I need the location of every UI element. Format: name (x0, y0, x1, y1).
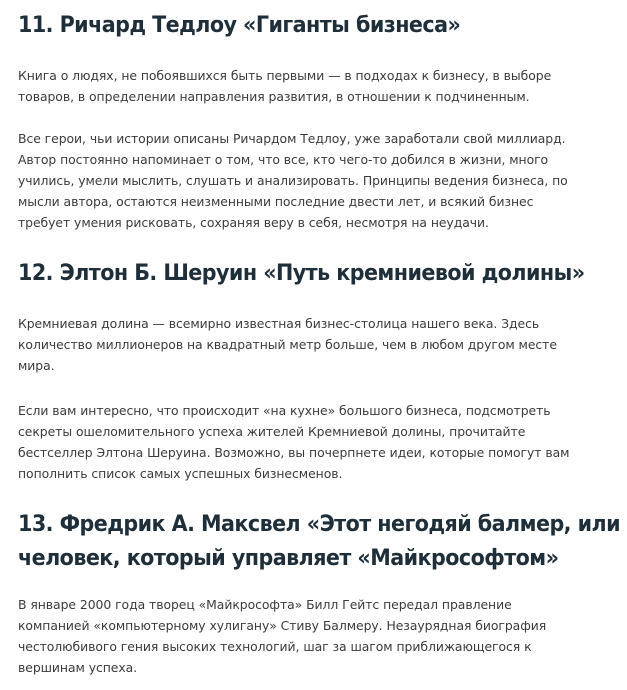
text-line: требует умения рисковать, сохраняя веру в себя, несмотря на неудачи. (18, 215, 489, 230)
section-12-paragraph-1 (18, 313, 618, 376)
section-11-paragraph-2 (18, 128, 618, 233)
text-line: пополнить список самых успешных бизнесменов. (18, 466, 343, 481)
text-line: В январе 2000 года творец «Майкрософта» Билл Гейтс передал правление (18, 597, 512, 612)
text-line: Все герои, чьи истории описаны Ричардом Тедлоу, уже заработали свой миллиард. (18, 131, 566, 146)
text-line: Книга о людях, не побоявшихся быть первыми — в подходах к бизнесу, в выборе (18, 68, 552, 83)
text-line: учились, умели мыслить, слушать и анализировать. Принципы ведения бизнеса, по (18, 173, 568, 188)
text-line: секреты ошеломительного успеха жителей Кремниевой долины, прочитайте (18, 424, 526, 439)
section-12-paragraph-2 (18, 400, 618, 484)
text-line: Автор постоянно напоминает о том, что все, кто чего-то добился в жизни, много (18, 152, 549, 167)
text-line: вершинам успеха. (18, 660, 138, 675)
heading-line: 13. Фредрик А. Максвел «Этот негодяй балмер, или (18, 512, 621, 537)
text-line: Кремниевая долина — всемирно известная бизнес-столица нашего века. Здесь (18, 316, 540, 331)
text-line: мысли автора, остаются неизменными последние двести лет, и всякий бизнес (18, 194, 534, 209)
text-line: компанией «компьютерному хулигану» Стиву Балмеру. Незаурядная биография (18, 618, 547, 633)
section-heading-11: 11. Ричард Тедлоу «Гиганты бизнеса» (18, 13, 461, 38)
section-heading-13 (18, 508, 620, 576)
heading-line: человек, который управляет «Майкрософтом» (18, 546, 559, 571)
text-line: Если вам интересно, что происходит «на кухне» большого бизнеса, подсмотреть (18, 403, 551, 418)
text-line: товаров, в определении направления развития, в отношении к подчиненным. (18, 89, 530, 104)
text-line: бестселлер Элтона Шеруина. Возможно, вы почерпнете идеи, которые помогут вам (18, 445, 570, 460)
text-line: мира. (18, 358, 55, 373)
text-line: количество миллионеров на квадратный метр больше, чем в любом другом месте (18, 337, 557, 352)
section-heading-12: 12. Элтон Б. Шеруин «Путь кремниевой долины» (18, 261, 585, 286)
text-line: честолюбивого гения высоких технологий, шаг за шагом приближающегося к (18, 639, 532, 654)
section-11-paragraph-1 (18, 65, 618, 107)
section-13-paragraph-1 (18, 594, 618, 678)
